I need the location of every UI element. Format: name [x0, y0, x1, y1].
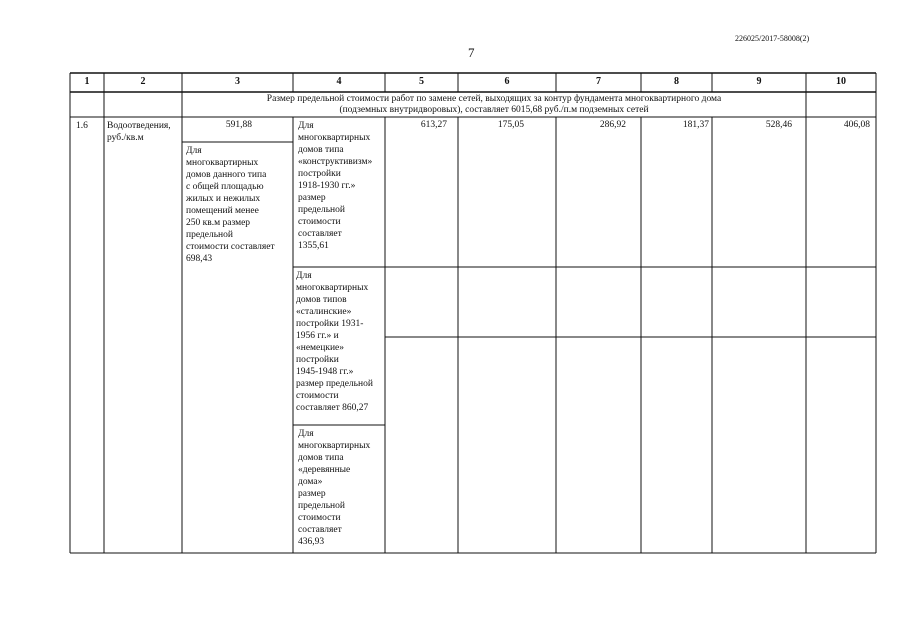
col4-note-wooden: Для многоквартирных домов типа «деревянные дома» размер предельной стоимости составляет 436,93 [298, 429, 371, 547]
col10-value: 406,08 [843, 120, 870, 130]
row-number: 1.6 [76, 121, 88, 131]
header-col-5: 5 [419, 76, 424, 87]
row-name: Водоотведения, руб./кв.м [107, 121, 171, 143]
page-number: 7 [468, 45, 475, 60]
header-col-10: 10 [836, 76, 846, 87]
header-col-8: 8 [674, 76, 679, 87]
header-col-2: 2 [140, 76, 146, 87]
col6-value: 175,05 [497, 120, 524, 130]
col3-note: Для многоквартирных домов данного типа с общей площадью жилых и нежилых помещений менее 250 кв.м размер предельной стоимости составляет 698,43 [186, 146, 275, 264]
document-code: 226025/2017-58008(2) [735, 34, 810, 43]
col4-note-stalin-german: Для многоквартирных домов типов «сталинские» постройки 1931- 1956 гг.» и «немецкие» постройки 1945-1948 гг.» размер предельной стоимости составляет 860,27 [296, 271, 373, 413]
header-col-4: 4 [336, 76, 342, 87]
header-col-7: 7 [596, 76, 601, 87]
col3-value: 591,88 [225, 120, 252, 130]
col4-note-constructivism: Для многоквартирных домов типа «конструктивизм» постройки 1918-1930 гг.» размер предельной стоимости составляет 1355,61 [298, 121, 373, 251]
header-col-6: 6 [504, 76, 510, 87]
col7-value: 286,92 [599, 120, 626, 130]
col9-value: 528,46 [765, 120, 792, 130]
header-col-3: 3 [235, 76, 240, 87]
table-caption-line2: (подземных внутридворовых), составляет 6015,68 руб./п.м подземных сетей [339, 105, 649, 115]
header-col-9: 9 [756, 76, 762, 87]
col5-value: 613,27 [420, 120, 447, 130]
header-col-1: 1 [84, 76, 90, 87]
col8-value: 181,37 [682, 120, 709, 130]
table-caption-line1: Размер предельной стоимости работ по замене сетей, выходящих за контур фундамента многоквартирного дома [266, 94, 722, 104]
